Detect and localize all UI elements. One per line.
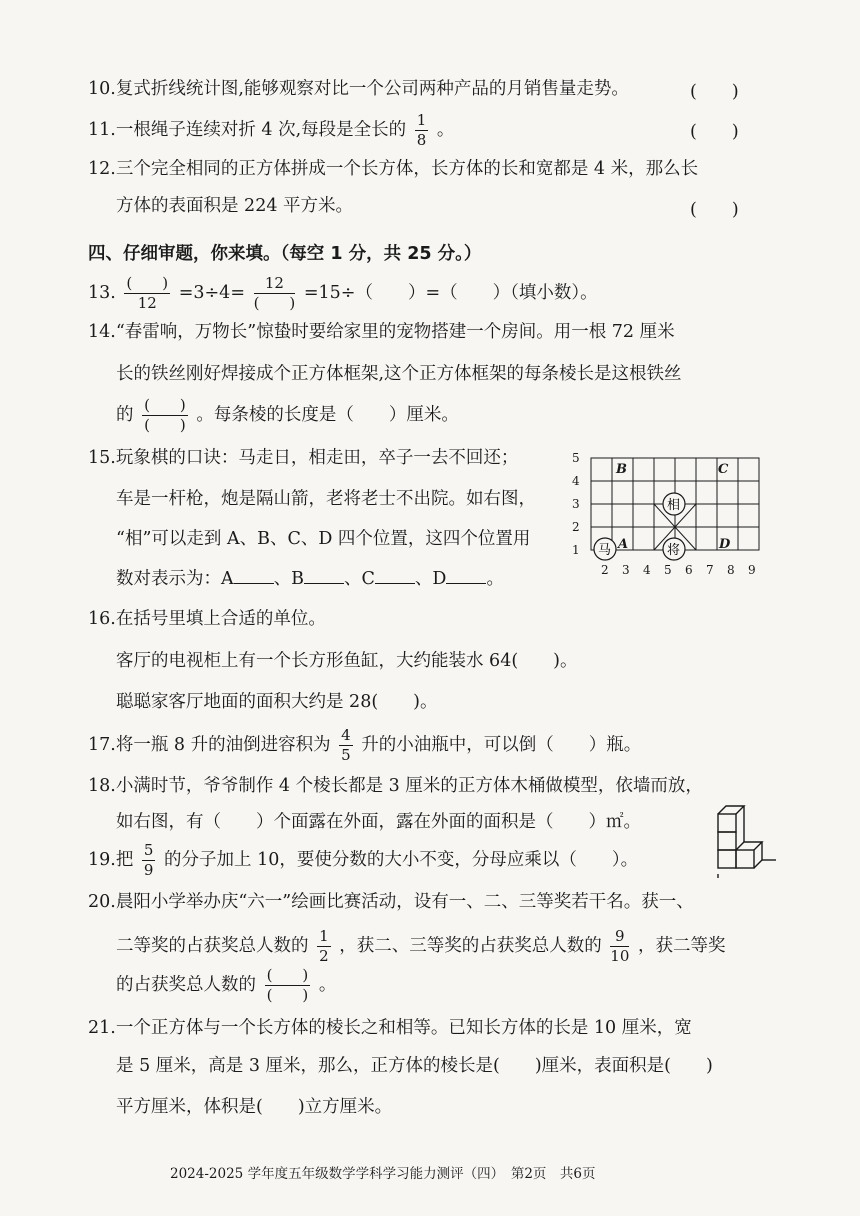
question-14-line3 xyxy=(116,398,459,433)
jiang-label: 将 xyxy=(667,543,681,558)
question-10 xyxy=(88,76,629,102)
q20-part-c: ，获二等奖 xyxy=(637,936,726,956)
y-tick-5: 5 xyxy=(572,451,580,465)
question-14-line2: 长的铁丝刚好焊接成个正方体框架,这个正方体框架的每条棱长是这根铁丝 xyxy=(116,364,682,384)
question-16-line1: 16.在括号里填上合适的单位。 xyxy=(88,609,326,629)
ma-label: 马 xyxy=(598,543,612,558)
question-15-line4 xyxy=(116,566,504,592)
question-20-line3 xyxy=(116,968,336,1003)
question-20-line2 xyxy=(116,929,725,964)
fraction-blank[interactable]: $\frac{( )}{( )}$ xyxy=(144,396,186,434)
question-13-mid: =3÷4= xyxy=(178,283,245,303)
answer-paren-11[interactable]: ( ) xyxy=(690,122,739,142)
x-tick-2: 2 xyxy=(601,563,609,577)
question-13 xyxy=(88,276,598,311)
section-heading: 四、仔细审题，你来填。（每空 1 分，共 25 分。） xyxy=(88,244,482,264)
q20-part-a: 二等奖的占获奖总人数的 xyxy=(116,936,309,956)
question-19-tail: 的分子加上 10，要使分数的大小不变，分母应乘以（ ）。 xyxy=(164,850,639,870)
question-17-tail: 升的小油瓶中，可以倒（ ）瓶。 xyxy=(361,735,642,755)
question-11-text: 11.一根绳子连续对折 4 次,每段是全长的 xyxy=(88,120,407,140)
question-19 xyxy=(88,843,638,878)
question-18-line1: 18.小满时节，爷爷制作 4 个棱长都是 3 厘米的正方体木桶做模型，依墙而放， xyxy=(88,776,703,796)
chess-board-figure xyxy=(568,446,768,584)
question-17 xyxy=(88,728,641,763)
question-13-tail: =15÷（ ）=（ ）（填小数）。 xyxy=(303,283,598,303)
pair-b-label: 、B xyxy=(273,569,305,589)
question-18-line2: 如右图，有（ ）个面露在外面，露在外面的面积是（ ）㎡。 xyxy=(116,812,641,832)
answer-paren-12[interactable]: ( ) xyxy=(690,200,739,220)
answer-blank-b[interactable] xyxy=(304,567,344,584)
question-21-line2: 是 5 厘米，高是 3 厘米，那么，正方体的棱长是( )厘米，表面积是( ) xyxy=(116,1056,713,1076)
pair-end: 。 xyxy=(486,569,504,589)
x-tick-7: 7 xyxy=(706,563,714,577)
question-11 xyxy=(88,113,454,148)
fraction-1-2: $\frac{1}{2}$ xyxy=(319,927,329,965)
x-tick-3: 3 xyxy=(622,563,630,577)
page-footer: 2024-2025 学年度五年级数学学科学习能力测评（四） 第2页 共6页 xyxy=(170,1166,596,1182)
question-10-text: 10.复式折线统计图,能够观察对比一个公司两种产品的月销售量走势。 xyxy=(88,79,629,99)
fraction-1-8: $\frac{1}{8}$ xyxy=(416,111,427,149)
question-15-line1: 15.玩象棋的口诀：马走日，相走田，卒子一去不回还； xyxy=(88,448,519,468)
question-19-pre: 19.把 xyxy=(88,850,134,870)
point-d: D xyxy=(719,537,731,552)
question-13-label: 13. xyxy=(88,283,116,303)
q20-part-b: ，获二、三等奖的占获奖总人数的 xyxy=(339,936,602,956)
answer-blank-d[interactable] xyxy=(446,567,486,584)
q20-part-e: 。 xyxy=(318,975,337,995)
y-tick-3: 3 xyxy=(572,497,580,511)
question-15-line3: “相”可以走到 A、B、C、D 四个位置，这四个位置用 xyxy=(116,529,531,549)
x-tick-4: 4 xyxy=(643,563,651,577)
fraction-4-5: $\frac{4}{5}$ xyxy=(341,726,351,764)
answer-paren-10[interactable]: ( ) xyxy=(690,82,739,102)
question-17-pre: 17.将一瓶 8 升的油倒进容积为 xyxy=(88,735,331,755)
q20-part-d: 的占获奖总人数的 xyxy=(116,975,256,995)
question-14-pre: 的 xyxy=(116,405,134,425)
cubes-figure xyxy=(708,800,780,880)
answer-blank-c[interactable] xyxy=(375,567,415,584)
x-tick-9: 9 xyxy=(748,563,756,577)
question-15-line2: 车是一杆枪，炮是隔山箭，老将老士不出院。如右图， xyxy=(116,489,536,509)
y-tick-2: 2 xyxy=(572,520,580,534)
pair-a-label: 数对表示为：A xyxy=(116,569,234,589)
pair-c-label: 、C xyxy=(344,569,375,589)
fraction-12-blank[interactable]: $\frac{12}{( )}$ xyxy=(253,274,296,312)
point-c: C xyxy=(718,462,729,477)
x-tick-8: 8 xyxy=(727,563,735,577)
question-20-line1: 20.晨阳小学举办庆“六一”绘画比赛活动，设有一、二、三等奖若干名。获一、 xyxy=(88,892,694,912)
fraction-5-9: $\frac{5}{9}$ xyxy=(143,841,154,879)
x-tick-6: 6 xyxy=(685,563,693,577)
answer-blank-a[interactable] xyxy=(234,567,274,584)
xiang-label: 相 xyxy=(667,498,681,513)
question-21-line1: 21.一个正方体与一个长方体的棱长之和相等。已知长方体的长是 10 厘米，宽 xyxy=(88,1018,692,1038)
y-tick-1: 1 xyxy=(572,543,580,557)
x-tick-5: 5 xyxy=(664,563,672,577)
question-21-line3: 平方厘米，体积是( )立方厘米。 xyxy=(116,1097,393,1117)
question-16-line2: 客厅的电视柜上有一个长方形鱼缸，大约能装水 64( )。 xyxy=(116,651,578,671)
pair-d-label: 、D xyxy=(414,569,447,589)
question-14-tail: 。每条棱的长度是（ ）厘米。 xyxy=(196,405,459,425)
y-tick-4: 4 xyxy=(572,474,580,488)
point-a: A xyxy=(618,537,629,552)
point-b: B xyxy=(616,462,627,477)
question-12-line1: 12.三个完全相同的正方体拼成一个长方体，长方体的长和宽都是 4 米，那么长 xyxy=(88,159,699,179)
fraction-blank-12[interactable]: $\frac{( )}{12}$ xyxy=(126,274,169,312)
question-14-line1: 14.“春雷响，万物长”惊蛰时要给家里的宠物搭建一个房间。用一根 72 厘米 xyxy=(88,322,675,342)
fraction-blank-20[interactable]: $\frac{( )}{( )}$ xyxy=(266,966,309,1004)
question-12-line2: 方体的表面积是 224 平方米。 xyxy=(116,196,354,216)
question-11-tail: 。 xyxy=(436,120,455,140)
question-16-line3: 聪聪家客厅地面的面积大约是 28( )。 xyxy=(116,692,438,712)
fraction-9-10: $\frac{9}{10}$ xyxy=(610,927,630,965)
